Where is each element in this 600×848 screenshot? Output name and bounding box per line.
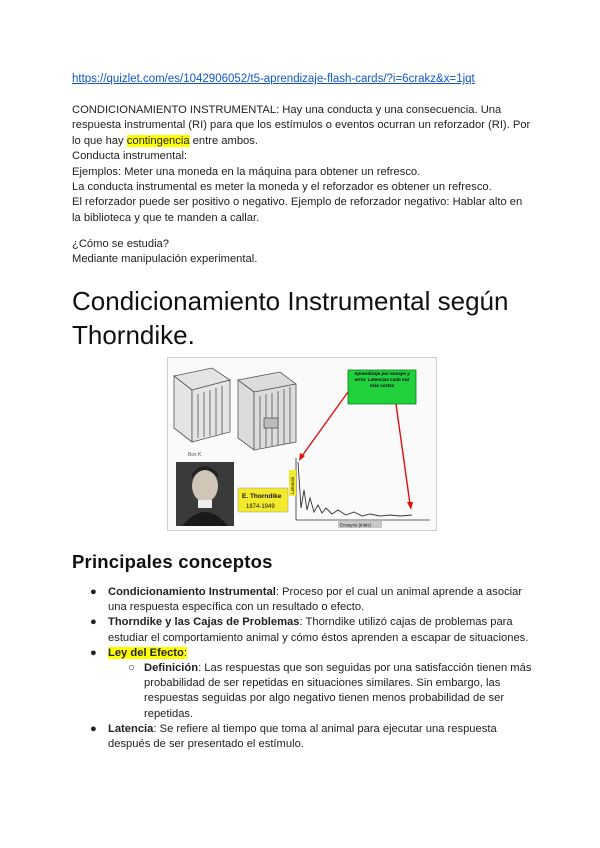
intro-text: CONDICIONAMIENTO INSTRUMENTAL: Hay una conducta y una consecuencia. Una respuesta instrumental (RI) para que los estímulos o eventos ocurran un reforzador (RI). Por lo que hay (72, 104, 531, 147)
concept-term: Thorndike y las Cajas de Problemas (108, 616, 300, 629)
box-caption: Box K (188, 452, 202, 458)
bullet-icon: ● (90, 646, 97, 659)
red-arrow-2-head (407, 502, 413, 510)
x-axis-label: Ensayos (trials) (340, 522, 372, 528)
section-heading: Principales conceptos (72, 551, 273, 572)
thorndike-name: E. Thorndike (242, 493, 282, 500)
concepts-list (72, 585, 542, 752)
concept-text: : (183, 646, 187, 659)
intro-line-4: La conducta instrumental es meter la moneda y el reforzador es obtener un refresco. (72, 181, 492, 194)
bullet-icon: ● (90, 722, 97, 735)
intro-line-5: El reforzador puede ser positivo o negativo. Ejemplo de reforzador negativo: Hablar alto en la biblioteca y que te manden a callar. (72, 196, 523, 224)
circle-bullet-icon: ○ (128, 662, 135, 675)
puzzle-box-2 (238, 372, 296, 450)
thorndike-years: 1874-1949 (246, 504, 275, 510)
concept-term: Condicionamiento Instrumental (108, 586, 276, 598)
page-title: Condicionamiento Instrumental según Thorndike. (72, 286, 509, 350)
concept-text: : Proceso por el cual un animal aprende a asociar una respuesta específica con un resultado o efecto. (108, 586, 523, 614)
concept-term: Latencia (108, 722, 154, 735)
concept-text: : Thorndike utilizó cajas de problemas para estudiar el comportamiento animal y cómo éstos aprenden a escapar de situaciones. (108, 616, 529, 644)
red-arrow-1 (302, 392, 348, 456)
learning-curve (298, 462, 412, 516)
puzzle-box-1 (174, 368, 230, 442)
list-item (72, 722, 542, 752)
highlight-contingencia: contingencia (126, 134, 190, 147)
intro-line-3: Ejemplos: Meter una moneda en la máquina para obtener un refresco. (72, 165, 421, 178)
intro-paragraph (72, 103, 534, 226)
study-answer: Mediante manipulación experimental. (72, 253, 258, 266)
study-paragraph (72, 237, 534, 268)
study-question: ¿Cómo se estudia? (72, 238, 170, 250)
quizlet-link[interactable]: https://quizlet.com/es/1042906052/t5-aprendizaje-flash-cards/?i=6crakz&x=1jqt (72, 73, 475, 85)
figure-illustration (168, 358, 436, 530)
sub-list (108, 661, 542, 722)
green-note-text: Aprendizaje por ensayo y error. Latencias cada vez más cortas (354, 371, 410, 388)
thorndike-figure (167, 357, 437, 531)
thorndike-portrait (176, 462, 234, 526)
intro-line-2: Conducta instrumental: (72, 150, 188, 163)
sub-text: : Las respuestas que son seguidas por una satisfacción tienen más probabilidad de ser repetidas en situaciones similares. Sin embargo, las respuestas seguidas por algo negativo tienen menos probabilidad de ser repetidas. (144, 662, 532, 720)
bullet-icon: ● (90, 616, 97, 629)
list-item (72, 646, 542, 722)
sub-term: Definición (144, 662, 199, 675)
list-item (72, 585, 542, 615)
bullet-icon: ● (90, 586, 97, 598)
red-arrow-2 (396, 404, 410, 504)
sub-list-item (108, 661, 542, 722)
concept-term-highlighted: Ley del Efecto (108, 646, 184, 659)
y-axis-label: Latencia (290, 476, 295, 494)
list-item (72, 615, 542, 645)
concept-text: : Se refiere al tiempo que toma al animal para ejecutar una respuesta después de ser presentado el estímulo. (108, 722, 497, 751)
intro-text-end: entre ambos. (189, 134, 258, 147)
